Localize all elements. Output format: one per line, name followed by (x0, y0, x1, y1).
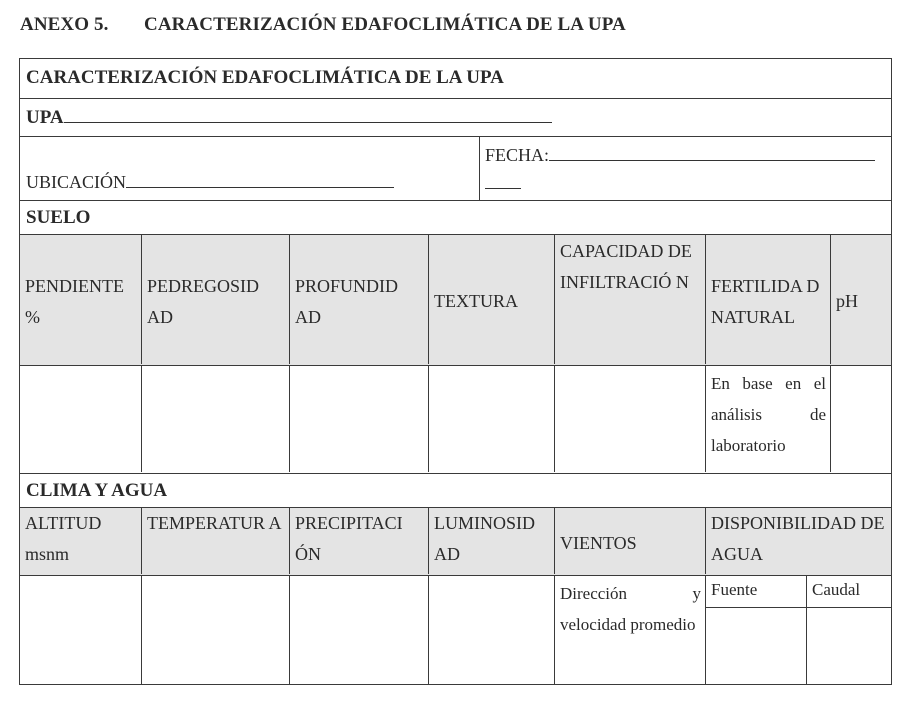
header-vientos-text: VIENTOS (560, 532, 637, 553)
altitud-value[interactable] (20, 576, 142, 684)
suelo-data-row (20, 366, 891, 474)
header-precipitacion-text: PRECIPITACI ÓN (295, 513, 403, 564)
header-temperatura (142, 508, 290, 574)
ubicacion-cell (20, 137, 480, 201)
header-altitud (20, 508, 142, 574)
header-luminosidad-text: LUMINOSID AD (434, 513, 535, 564)
suelo-section-title: SUELO (26, 207, 91, 228)
header-pedregosidad-text: PEDREGOSID AD (147, 275, 260, 327)
textura-value[interactable] (429, 366, 555, 472)
caudal-header (807, 576, 891, 608)
characterization-form (19, 58, 892, 685)
capacidad-value[interactable] (555, 366, 706, 472)
fuente-label: Fuente (711, 580, 758, 599)
location-date-row (20, 137, 891, 201)
header-capacidad-infiltracion (555, 235, 706, 364)
luminosidad-value[interactable] (429, 576, 555, 684)
header-disponibilidad-text: DISPONIBILIDAD DE AGUA (711, 513, 885, 564)
fecha-field-continued[interactable] (485, 172, 521, 189)
header-textura-text: TEXTURA (434, 291, 518, 311)
header-precipitacion (290, 508, 429, 574)
header-disponibilidad-agua (706, 508, 891, 574)
header-pendiente (20, 235, 142, 364)
temperatura-value[interactable] (142, 576, 290, 684)
precipitacion-value[interactable] (290, 576, 429, 684)
clima-header-row (20, 508, 891, 576)
caudal-value[interactable] (807, 608, 891, 684)
upa-row (20, 99, 891, 137)
form-title: CARACTERIZACIÓN EDAFOCLIMÁTICA DE LA UPA (26, 67, 504, 88)
ubicacion-field[interactable] (126, 171, 394, 188)
upa-label: UPA (26, 107, 64, 128)
header-vientos (555, 508, 706, 574)
clima-section-row (20, 474, 891, 508)
suelo-header-row (20, 235, 891, 366)
clima-data-row (20, 576, 891, 684)
vientos-value[interactable] (555, 576, 706, 684)
header-ph-text: pH (836, 291, 858, 311)
fecha-cell (480, 137, 891, 201)
header-temperatura-text: TEMPERATUR A (147, 513, 282, 533)
upa-field[interactable] (64, 106, 552, 123)
header-capacidad-text: CAPACIDAD DE INFILTRACIÓ N (560, 241, 692, 292)
pendiente-value[interactable] (20, 366, 142, 472)
fertilidad-value[interactable] (706, 366, 831, 472)
caudal-label: Caudal (812, 580, 861, 599)
header-pedregosidad (142, 235, 290, 364)
form-title-row (20, 59, 891, 99)
ph-value[interactable] (831, 366, 891, 472)
header-textura (429, 235, 555, 364)
suelo-section-row (20, 201, 891, 235)
disponibilidad-value (706, 576, 891, 684)
annex-title: CARACTERIZACIÓN EDAFOCLIMÁTICA DE LA UPA (144, 14, 626, 35)
fecha-field[interactable] (549, 144, 875, 161)
fecha-label: FECHA: (485, 145, 550, 165)
clima-section-title: CLIMA Y AGUA (26, 480, 168, 501)
pedregosidad-value[interactable] (142, 366, 290, 472)
profundidad-value[interactable] (290, 366, 429, 472)
header-pendiente-text: PENDIENTE % (25, 275, 124, 327)
header-profundidad (290, 235, 429, 364)
annex-number: ANEXO 5. (20, 14, 109, 35)
header-profundidad-text: PROFUNDID AD (295, 275, 399, 327)
ubicacion-label: UBICACIÓN (26, 172, 127, 192)
header-ph (831, 235, 891, 364)
fertilidad-note: En base en el análisis de laboratorio (711, 374, 826, 455)
fuente-header (706, 576, 807, 608)
header-altitud-text: ALTITUD msnm (25, 513, 102, 564)
vientos-note: Dirección y velocidad promedio (560, 584, 701, 634)
header-fertilidad (706, 235, 831, 364)
fuente-value[interactable] (706, 608, 807, 684)
header-luminosidad (429, 508, 555, 574)
annex-heading (20, 14, 890, 36)
header-fertilidad-text: FERTILIDA D NATURAL (711, 275, 820, 327)
